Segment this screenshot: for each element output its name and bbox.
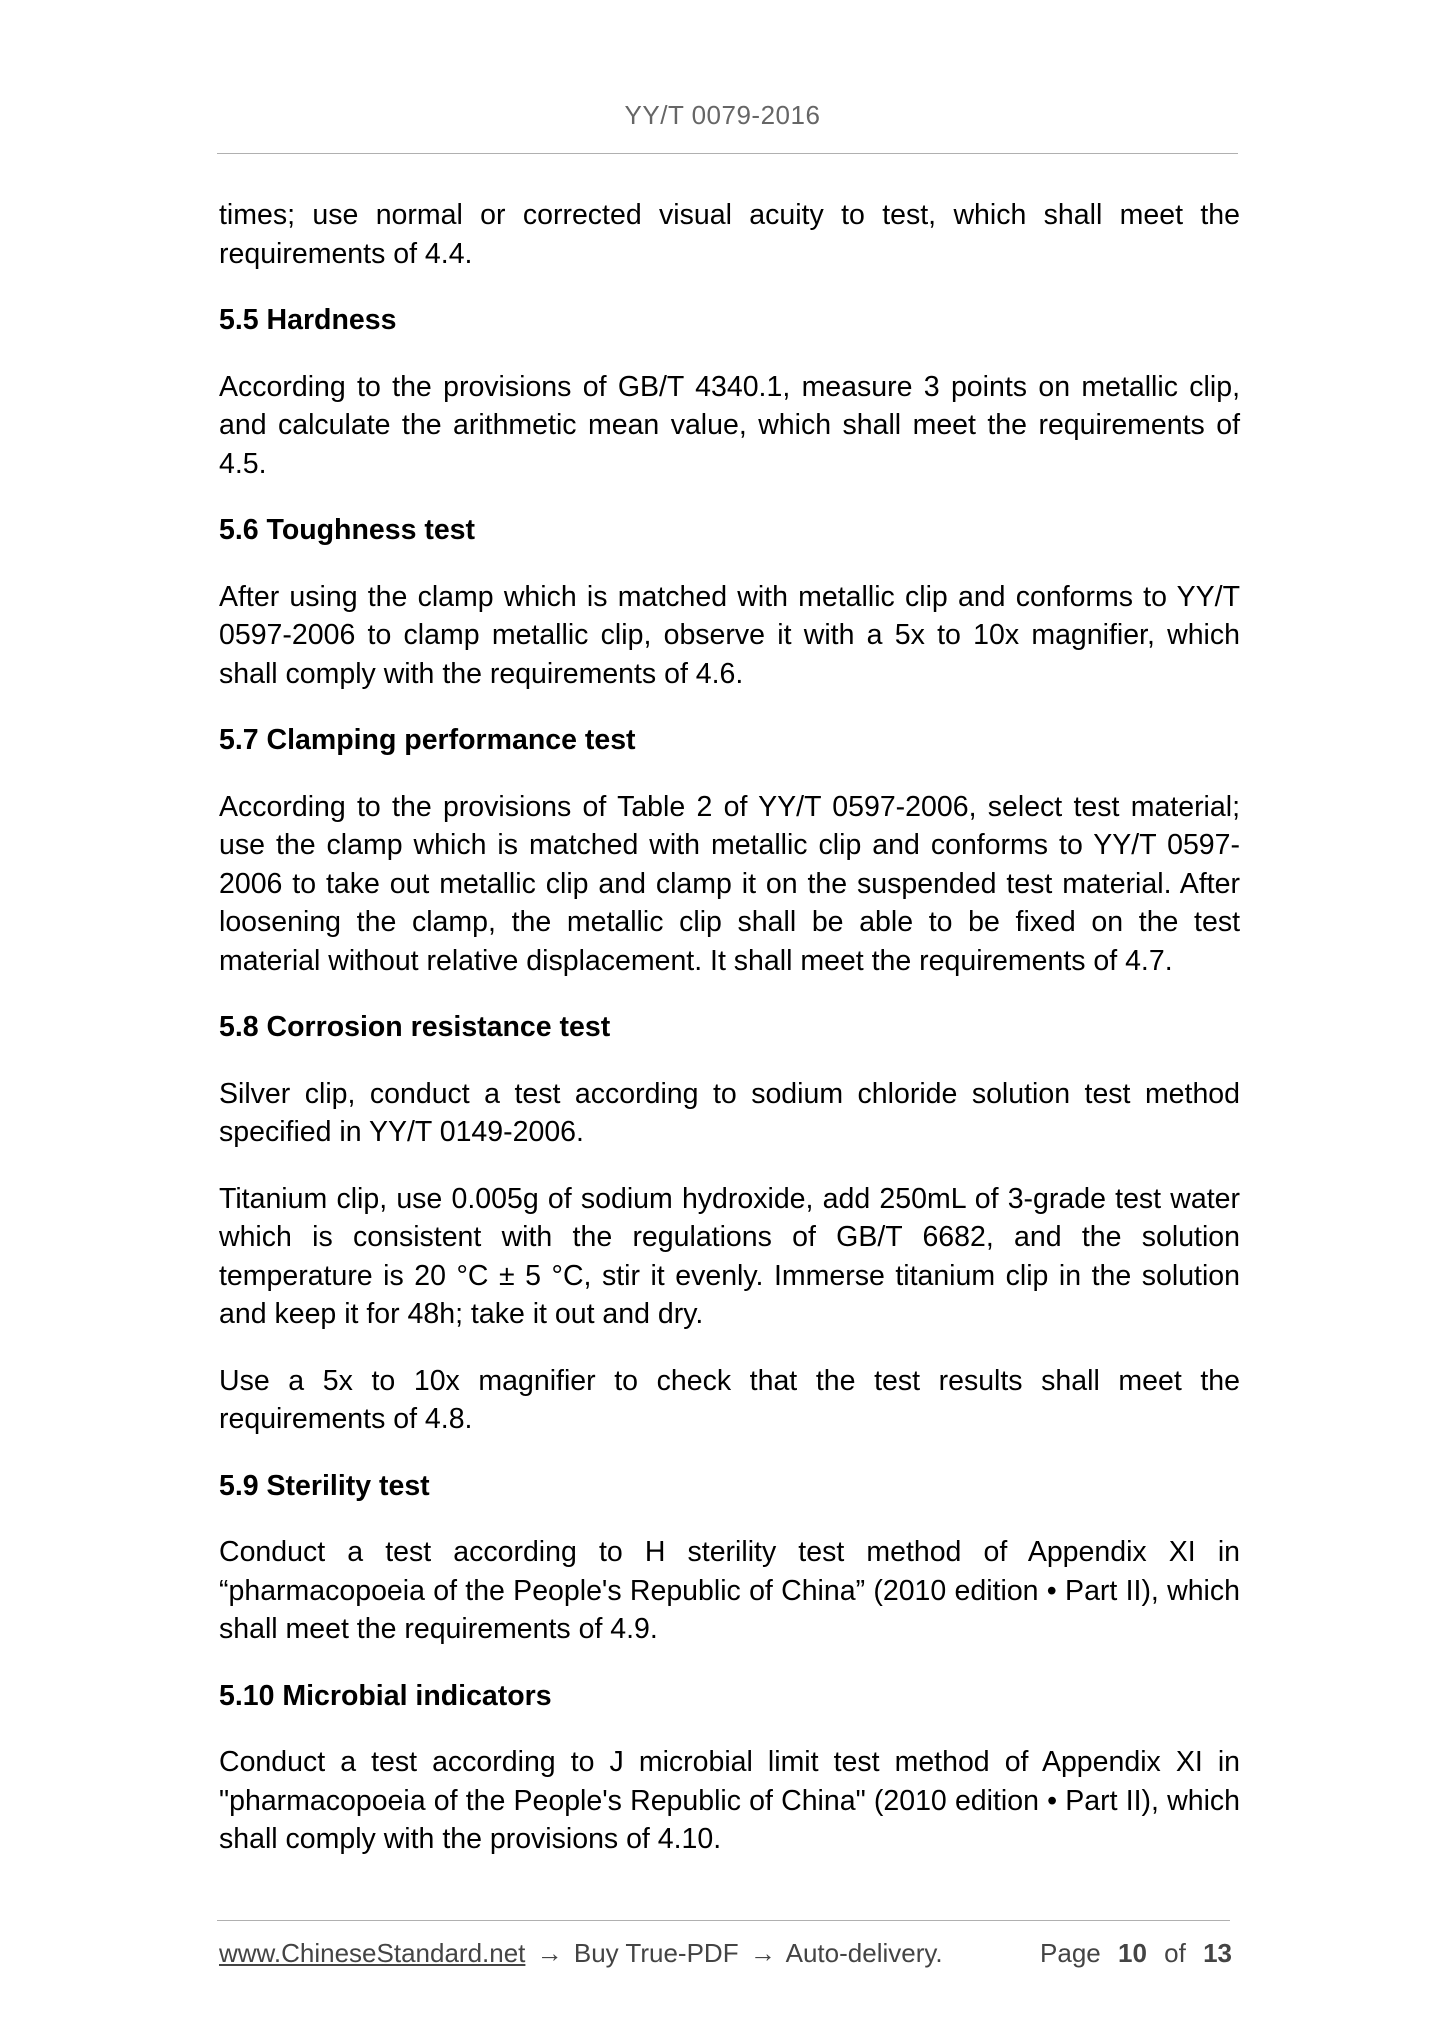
page-label: Page: [1040, 1938, 1101, 1968]
paragraph-5-7: According to the provisions of Table 2 of YY/T 0597-2006, select test material; use the clamp which is matched with metallic clip and conforms to YY/T 0597-2006 to take out metallic clip and clamp it on the suspended test material. After loosening the clamp, the metallic clip shall be able to be fixed on the test material without relative displacement. It shall meet the requirements of 4.7.: [219, 790, 1240, 977]
paragraph-5-6: After using the clamp which is matched with metallic clip and conforms to YY/T 0597-2006 to clamp metallic clip, observe it with a 5x to 10x magnifier, which shall comply with the requirements of 4.6.: [219, 580, 1240, 690]
heading-5-7: 5.7 Clamping performance test: [219, 724, 636, 756]
of-label: of: [1164, 1938, 1186, 1968]
document-body: [219, 196, 1240, 1887]
paragraph-5-10: Conduct a test according to J microbial limit test method of Appendix XI in "pharmacopoeia of the People's Republic of China" (2010 edition • Part II), which shall comply with the provisions of 4.10.: [219, 1746, 1240, 1855]
heading-5-8: 5.8 Corrosion resistance test: [219, 1011, 611, 1043]
page-total: 13: [1203, 1938, 1232, 1968]
heading-5-5: 5.5 Hardness: [219, 304, 397, 336]
paragraph-5-8-silver: Silver clip, conduct a test according to sodium chloride solution test method specified in YY/T 0149-2006.: [219, 1077, 1240, 1148]
page-counter: [1040, 1938, 1232, 1969]
heading-5-9: 5.9 Sterility test: [219, 1469, 430, 1502]
paragraph-5-9: Conduct a test according to H sterility test method of Appendix XI in “pharmacopoeia of the People's Republic of China” (2010 edition • Part II), which shall meet the requirements of 4.9.: [219, 1536, 1240, 1645]
paragraph-5-5: According to the provisions of GB/T 4340.1, measure 3 points on metallic clip, and calculate the arithmetic mean value, which shall meet the requirements of 4.5.: [219, 370, 1240, 480]
paragraph-5-8-titanium: Titanium clip, use 0.005g of sodium hydroxide, add 250mL of 3-grade test water which is consistent with the regulations of GB/T 6682, and the solution temperature is 20 °C ± 5 °C, stir it evenly. Immerse titanium clip in the solution and keep it for 48h; take it out and dry.: [219, 1182, 1240, 1330]
footer-divider: [217, 1920, 1230, 1921]
website-link[interactable]: www.ChineseStandard.net: [219, 1938, 526, 1968]
header-divider: [217, 153, 1238, 154]
header-title: YY/T 0079-2016: [624, 100, 821, 130]
footer-purchase-line: [219, 1938, 943, 1969]
heading-5-10: 5.10 Microbial indicators: [219, 1679, 552, 1712]
page-number: 10: [1118, 1938, 1147, 1968]
paragraph-5-8-magnifier: Use a 5x to 10x magnifier to check that the test results shall meet the requirements of 4.8.: [219, 1364, 1240, 1435]
heading-5-6: 5.6 Toughness test: [219, 514, 476, 546]
arrow-right-icon: →: [749, 1938, 776, 1968]
auto-delivery-text: Auto-delivery.: [785, 1938, 943, 1968]
arrow-right-icon: →: [536, 1938, 563, 1968]
buy-true-pdf-text: Buy True-PDF: [573, 1938, 739, 1968]
paragraph-continuation: times; use normal or corrected visual acuity to test, which shall meet the requirements of 4.4.: [219, 199, 1240, 270]
